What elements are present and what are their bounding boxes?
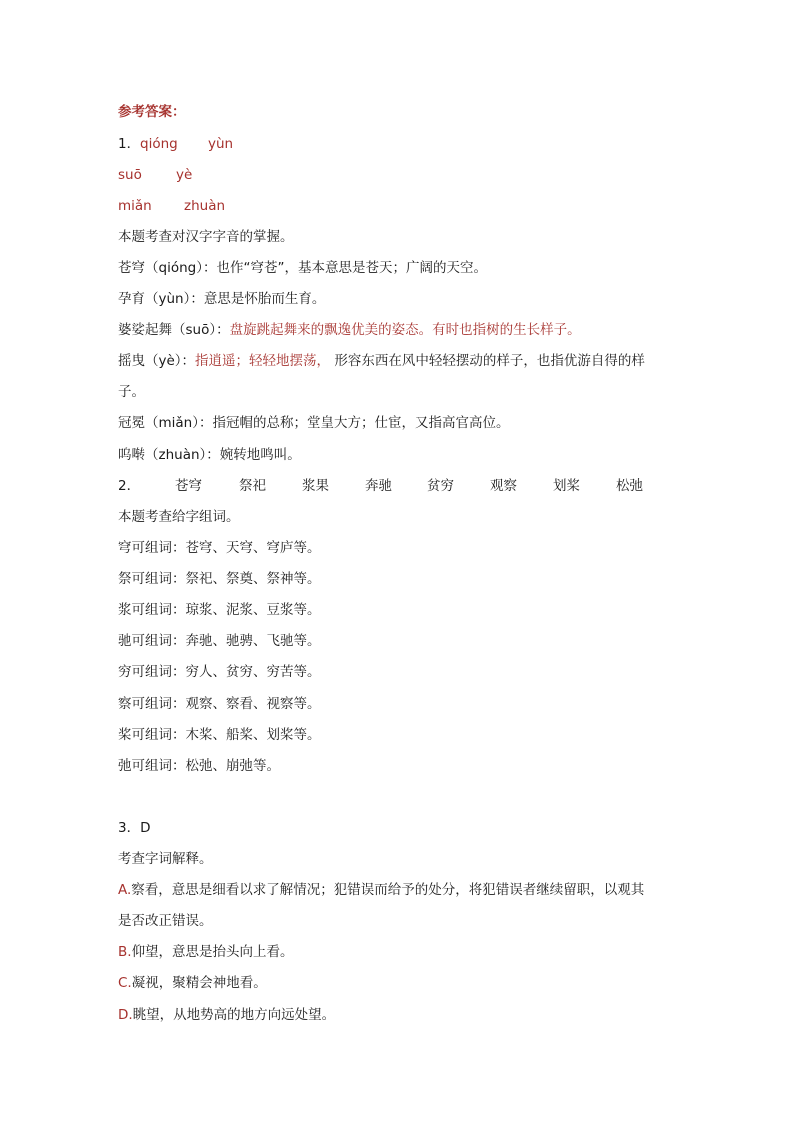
q2-word: 奔驰 <box>365 478 392 494</box>
q3-option-a-letter: A. <box>118 882 132 898</box>
pinyin-zhuan: zhuàn <box>184 198 226 214</box>
q1-explain-ye-cont: 子。 <box>118 384 145 400</box>
q1-intro: 本题考查对汉字字音的掌握。 <box>118 229 294 245</box>
q3-option-b <box>118 942 294 962</box>
q2-word: 松弛 <box>616 478 643 494</box>
q3-option-c-letter: C. <box>118 975 132 991</box>
q1-pinyin-line-2 <box>118 165 418 185</box>
q1-explain-ye-rest: 形容东西在风中轻轻摆动的样子，也指优游自得的样 <box>330 353 645 369</box>
q3-option-d <box>118 1005 335 1025</box>
q3-option-a <box>118 880 644 900</box>
q1-explain-ye <box>118 351 645 371</box>
q3-option-d-text: 眺望，从地势高的地方向远处望。 <box>132 1007 336 1023</box>
q1-explain-qiong: 苍穹（qióng）：也作“穹苍”，基本意思是苍天；广阔的天空。 <box>118 260 487 276</box>
q2-group-item: 桨可组词：木桨、船桨、划桨等。 <box>118 727 321 743</box>
pinyin-qiong: qióng <box>140 136 178 152</box>
q1-explain-mian: 冠冕（miǎn）：指冠帽的总称；堂皇大方；仕宦，又指高官高位。 <box>118 415 510 431</box>
answer-heading: 参考答案： <box>118 104 186 120</box>
q1-explain-ye-definition: 指逍遥；轻轻地摆荡， <box>195 353 331 369</box>
pinyin-mian: miǎn <box>118 198 152 214</box>
q2-group-item: 弛可组词：松弛、崩弛等。 <box>118 758 280 774</box>
q1-explain-zhuan: 呜啭（zhuàn）：婉转地鸣叫。 <box>118 447 301 463</box>
q1-explain-suo-definition: 盘旋跳起舞来的飘逸优美的姿态。有时也指树的生长样子。 <box>229 322 581 338</box>
q2-group-item: 穹可组词：苍穹、天穹、穹庐等。 <box>118 540 321 556</box>
q3-option-b-text: 仰望，意思是抬头向上看。 <box>131 944 294 960</box>
q2-group-item: 浆可组词：琼浆、泥浆、豆浆等。 <box>118 602 321 618</box>
q2-number: 2． <box>118 478 141 494</box>
pinyin-ye: yè <box>176 167 193 183</box>
q2-word: 浆果 <box>302 478 329 494</box>
q2-word: 祭祀 <box>239 478 266 494</box>
q1-pinyin-line-3 <box>118 196 418 216</box>
q3-option-a-text: 察看，意思是细看以求了解情况；犯错误而给予的处分，将犯错误者继续留职，以观其 <box>131 882 645 898</box>
q1-explain-yun: 孕育（yùn）：意思是怀胎而生育。 <box>118 291 326 307</box>
q2-word: 贫穷 <box>427 478 454 494</box>
q3-option-b-letter: B. <box>118 944 132 960</box>
q3-option-c <box>118 973 267 993</box>
q1-explain-suo-term: 婆娑起舞（suō）： <box>118 322 230 338</box>
q2-intro: 本题考查给字组词。 <box>118 509 240 525</box>
q2-word: 划桨 <box>553 478 580 494</box>
q2-answer-line <box>118 476 678 496</box>
q1-explain-suo <box>118 320 581 340</box>
q3-option-a-cont: 是否改正错误。 <box>118 913 213 929</box>
q3-option-c-text: 凝视，聚精会神地看。 <box>131 975 267 991</box>
q2-word: 观察 <box>490 478 517 494</box>
q2-group-item: 穷可组词：穷人、贫穷、穷苦等。 <box>118 664 321 680</box>
q1-number: 1． <box>118 136 141 152</box>
q3-option-d-letter: D. <box>118 1007 133 1023</box>
pinyin-suo: suō <box>118 167 142 183</box>
q2-group-item: 祭可组词：祭祀、祭奠、祭神等。 <box>118 571 321 587</box>
q1-explain-ye-term: 摇曳（yè）： <box>118 353 196 369</box>
q2-word: 苍穹 <box>175 478 202 494</box>
q1-pinyin-line-1 <box>118 134 418 154</box>
q3-intro: 考查字词解释。 <box>118 851 213 867</box>
q2-group-item: 察可组词：观察、察看、视察等。 <box>118 696 321 712</box>
q2-group-item: 驰可组词：奔驰、驰骋、飞驰等。 <box>118 633 321 649</box>
q3-answer: 3．D <box>118 820 151 836</box>
pinyin-yun: yùn <box>208 136 234 152</box>
